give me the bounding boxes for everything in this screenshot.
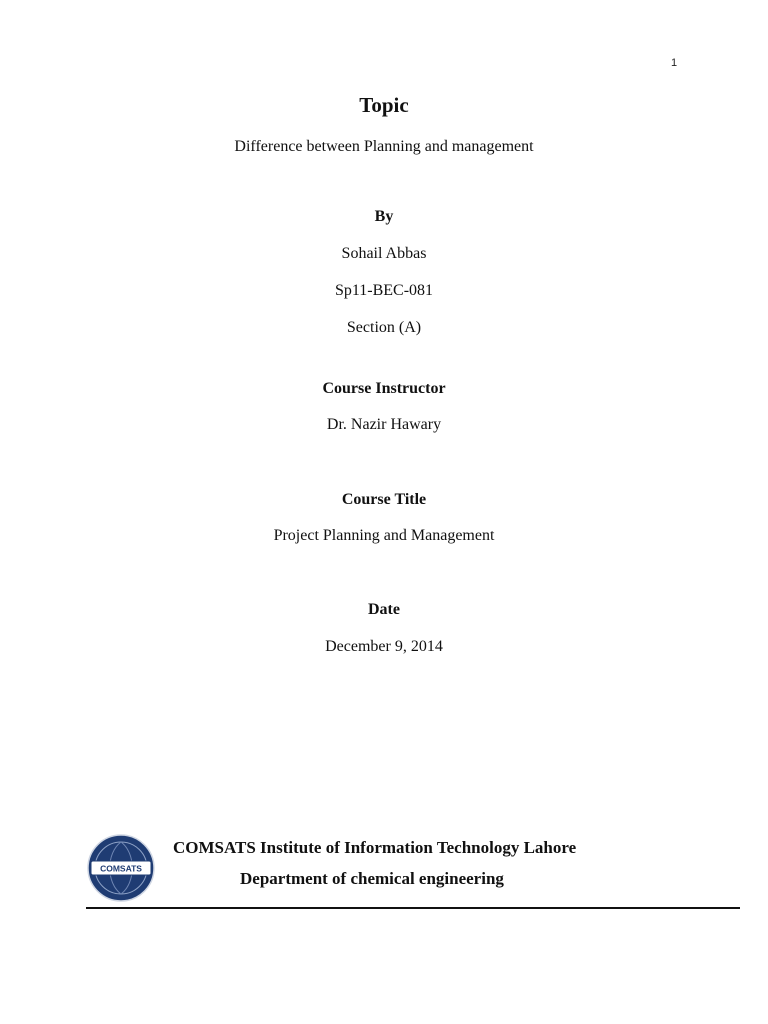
department-name: Department of chemical engineering xyxy=(240,869,504,888)
instructor-name: Dr. Nazir Hawary xyxy=(326,416,442,433)
instructor-heading: Course Instructor xyxy=(322,380,446,397)
logo-text: COMSATS xyxy=(100,863,142,874)
date-heading: Date xyxy=(368,601,400,618)
page-number: 1 xyxy=(670,57,678,69)
footer-rule xyxy=(86,907,740,909)
registration-number: Sp11-BEC-081 xyxy=(334,282,434,299)
section-label: Section (A) xyxy=(346,319,422,336)
topic-heading: Topic xyxy=(359,93,409,117)
course-title: Project Planning and Management xyxy=(273,527,495,544)
course-title-heading: Course Title xyxy=(341,491,427,508)
topic-text: Difference between Planning and management xyxy=(234,138,534,155)
author-name: Sohail Abbas xyxy=(341,245,427,262)
date-value: December 9, 2014 xyxy=(325,638,443,655)
by-heading: By xyxy=(374,208,394,225)
institute-name: COMSATS Institute of Information Technology Lahore xyxy=(173,838,577,857)
comsats-logo xyxy=(86,833,156,903)
